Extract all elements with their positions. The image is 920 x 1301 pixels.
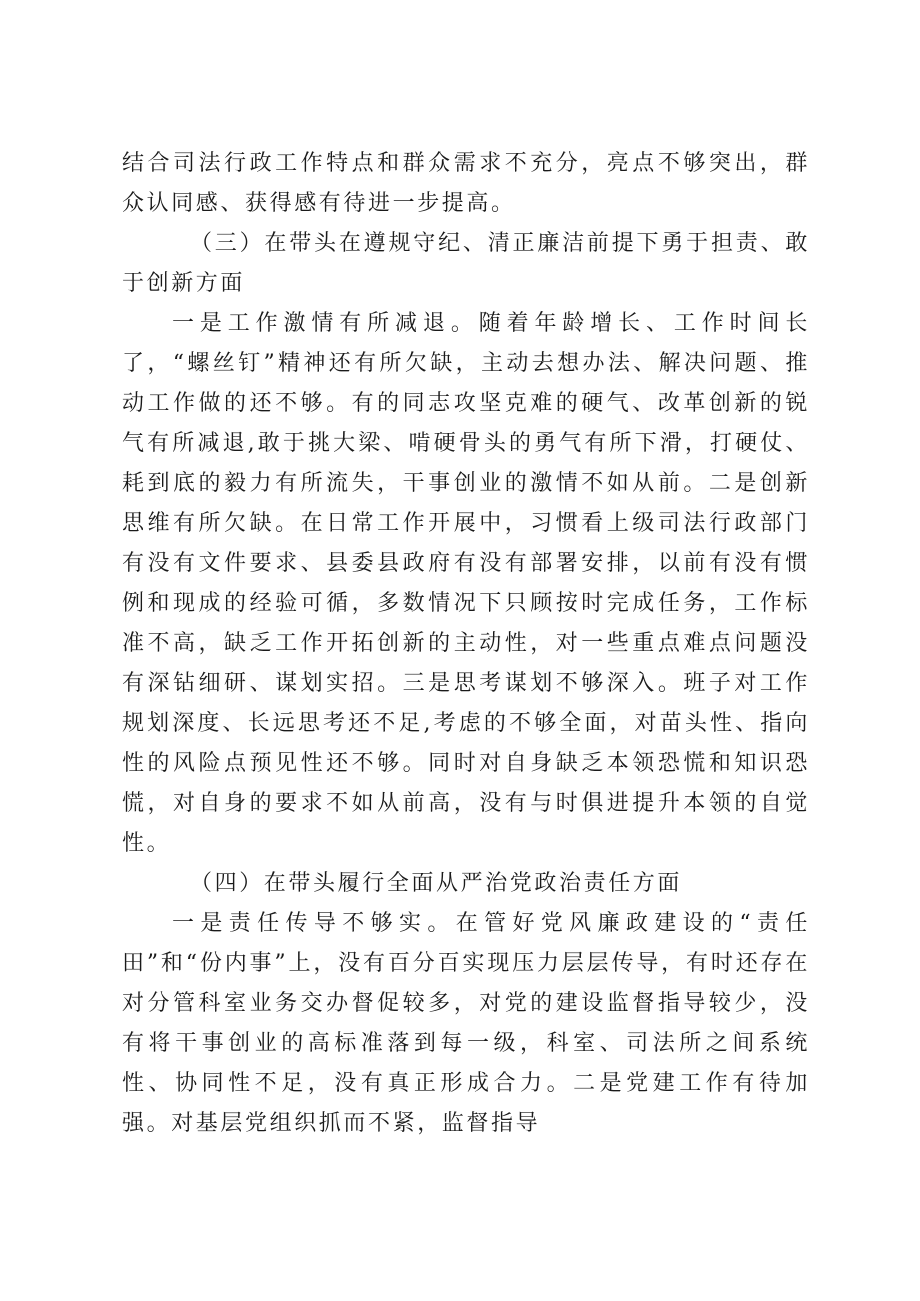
- paragraph-responsibility: 一是责任传导不够实。在管好党风廉政建设的“责任田”和“份内事”上，没有百分百实现压力层层传导，有时还存在对分管科室业务交办督促较多，对党的建设监督指导较少，没有将干事创业的高标准落到每一级，科室、司法所之间系统性、协同性不足，没有真正形成合力。二是党建工作有待加强。对基层党组织抓而不紧，监督指导: [122, 911, 810, 1136]
- paragraph-work-enthusiasm: 一是工作激情有所减退。随着年龄增长、工作时间长了，“螺丝钉”精神还有所欠缺，主动去想办法、解决问题、推动工作做的还不够。有的同志攻坚克难的硬气、改革创新的锐气有所减退,敢于挑大梁、啃硬骨头的勇气有所下滑，打硬仗、耗到底的毅力有所流失，干事创业的激情不如从前。二是创新思维有所欠缺。在日常工作开展中，习惯看上级司法行政部门有没有文件要求、县委县政府有没有部署安排，以前有没有惯例和现成的经验可循，多数情况下只顾按时完成任务，工作标准不高，缺乏工作开拓创新的主动性，对一些重点难点问题没有深钻细研、谋划实招。三是思考谋划不够深入。班子对工作规划深度、长远思考还不足,考虑的不够全面，对苗头性、指向性的风险点预见性还不够。同时对自身缺乏本领恐慌和知识恐慌，对自身的要求不如从前高，没有与时俱进提升本领的自觉性。: [122, 311, 810, 856]
- section-heading-three: （三）在带头在遵规守纪、清正廉洁前提下勇于担责、敢于创新方面: [122, 231, 810, 296]
- section-heading-four: （四）在带头履行全面从严治党政治责任方面: [190, 871, 683, 896]
- paragraph-continuation: 结合司法行政工作特点和群众需求不充分，亮点不够突出，群众认同感、获得感有待进一步提高。: [122, 151, 810, 216]
- document-body: [122, 144, 810, 1144]
